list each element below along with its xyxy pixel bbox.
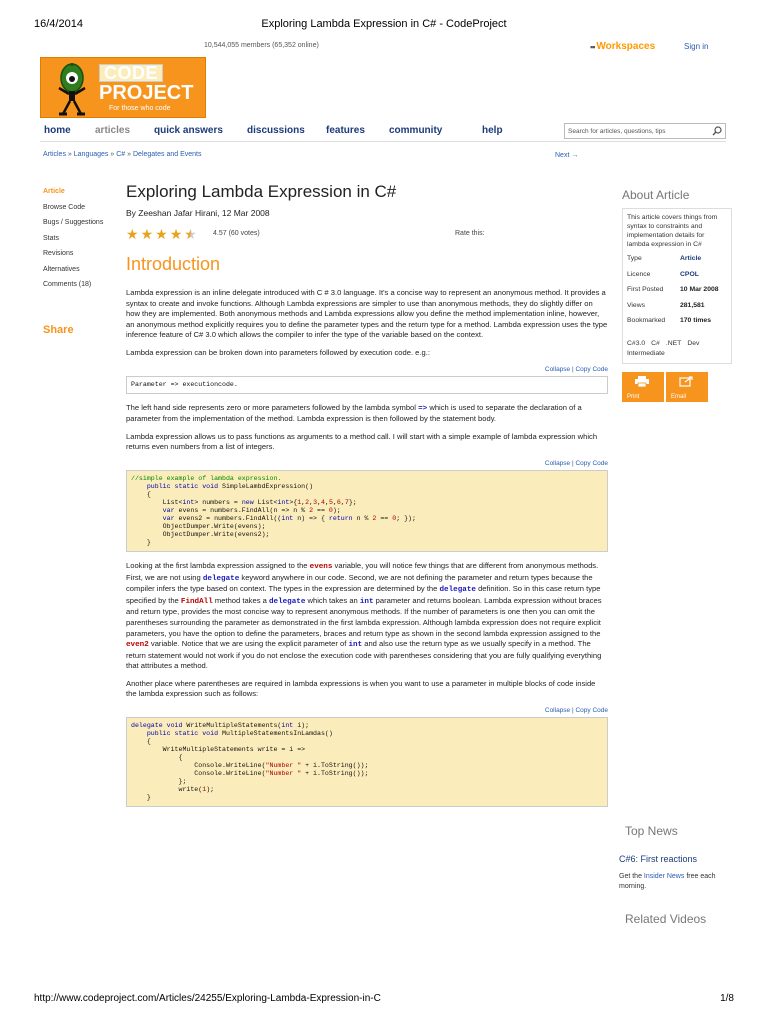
paragraph [126, 561, 608, 672]
breadcrumb [43, 151, 202, 158]
meta-row [627, 286, 727, 302]
leftnav-alternatives[interactable]: Alternatives [43, 265, 80, 273]
paragraph: Lambda expression is an inline delegate introduced with C # 3.0 language. It's a concise way to represent an anonymous method. It provides a syntax to create and invoke functions. Although Lambda expressions are simpler to use than anonymous methods, they do slightly differ on how they are implemented. Both anonymous methods and Lambda expressions allow you define the method implementation inline, however, an anonymous method explicitly requires you to define the parameter types and the return type for a method. Lambda expression uses the type inference feature of C# 3.0 which allows the compiler to infer the type of the variable based on the context. [126, 288, 608, 340]
breadcrumb-articles[interactable]: Articles [43, 151, 66, 158]
meta-value: 10 Mar 2008 [680, 286, 719, 293]
email-label: Email [671, 393, 687, 400]
logo-project-text: PROJECT [99, 82, 194, 104]
text: The left hand side represents zero or more parameters followed by the lambda symbol [126, 402, 419, 412]
article-author: By Zeeshan Jafar Hirani, 12 Mar 2008 [126, 208, 270, 218]
article-description: This article covers things from syntax to constraints and implementation details for lambda expression in C# [627, 214, 718, 248]
code-token: delegate [202, 574, 240, 583]
breadcrumb-delegates[interactable]: Delegates and Events [133, 151, 202, 158]
meta-key: Licence [627, 270, 651, 278]
rating-stars [126, 227, 197, 241]
search-input[interactable] [564, 123, 726, 139]
meta-row [627, 302, 727, 318]
collapse-copy-link[interactable]: Collapse | Copy Code [544, 459, 608, 467]
article-actions [622, 372, 732, 402]
code-block: //simple example of lambda expression. public static void SimpleLambdExpression() { List<int> numbers = new List<int>{1,2,3,4,5,6,7}; var evens = numbers.FindAll(n => n % 2 == 0); var evens2 = numbers.FindAll((int n) => { return n % 2 == 0; }); ObjectDumper.Write(evens); ObjectDumper.Write(evens2); } [126, 470, 608, 552]
text: definition. So in this case return type specified by the [126, 584, 601, 605]
about-article-box [622, 208, 732, 364]
code-token: => [418, 404, 428, 413]
code-token: int [348, 641, 363, 650]
print-url: http://www.codeproject.com/Articles/24255/Exploring-Lambda-Expression-in-C [34, 993, 381, 1004]
text: keyword anywhere in our code. Second, we are not defining the parameter and return types because the compiler infers the type based on context. The types in the expression are determined by the [126, 572, 593, 594]
meta-key: Bookmarked [627, 317, 666, 324]
nav-help[interactable]: help [482, 125, 503, 136]
logo-code-text: CODE [99, 64, 163, 82]
search-placeholder: Search for articles, questions, tips [568, 128, 666, 135]
paragraph: Lambda expression allows us to pass functions as arguments to a method call. I will start with a simple example of lambda expression which returns even numbers from a list of integers. [126, 431, 598, 452]
collapse-copy-link[interactable]: Collapse | Copy Code [544, 707, 608, 715]
breadcrumb-languages[interactable]: Languages [73, 151, 109, 158]
text: free each morning. [619, 873, 716, 890]
nav-quick-answers[interactable]: quick answers [154, 125, 223, 136]
print-title: Exploring Lambda Expression in C# - CodeProject [261, 18, 507, 30]
breadcrumb-separator: » [127, 151, 132, 158]
half-star-icon: ★ [184, 226, 197, 242]
paragraph: Lambda expression can be broken down into parameters followed by execution code. e.g.: [126, 347, 430, 357]
news-item-title[interactable]: C#6: First reactions [619, 854, 698, 864]
text: parameter and returns boolean. Lambda expression without braces and return type, provides the most concise way to represent anonymous methods. If the number of parameters is one then you can omit the parentheses surrounding the parameter as demonstrated in the first lambda expression. Although lambda expression does not require explicit parameters, you have the option to define the parameters, braces and return type as shown in the second lambda expression assigned to the [126, 595, 602, 638]
meta-row [627, 317, 727, 333]
sign-in-link[interactable]: Sign in [684, 42, 709, 51]
about-article-sidebar [619, 188, 732, 926]
text: which takes an [305, 595, 360, 605]
nav-community[interactable]: community [389, 125, 443, 136]
meta-key: First Posted [627, 286, 664, 293]
paragraph [126, 403, 608, 425]
code-block: Parameter => executioncode. [126, 376, 608, 394]
leftnav-browse-code[interactable]: Browse Code [43, 203, 86, 211]
print-header [34, 18, 734, 32]
code-token: delegate [268, 597, 306, 606]
email-share-icon [679, 376, 693, 387]
leftnav-revisions[interactable]: Revisions [43, 250, 74, 257]
collapse-copy-link[interactable]: Collapse | Copy Code [544, 365, 608, 373]
tag[interactable]: C# [651, 339, 660, 347]
meta-key: Views [627, 301, 646, 309]
text: Looking at the first lambda expression assigned to the [126, 560, 310, 570]
breadcrumb-separator: » [110, 151, 115, 158]
code-block: delegate void WriteMultipleStatements(int i); public static void MultipleStatementsInLamdas() { WriteMultipleStatements write = i => { Console.WriteLine("Number " + i.ToString()); Console.WriteLine("Number " + i.ToString()); }; write(1); } [126, 717, 608, 807]
meta-value: 281,581 [680, 301, 705, 309]
code-token: even2 [126, 641, 149, 650]
print-date: 16/4/2014 [34, 18, 83, 30]
paragraph: Another place where parentheses are required in lambda expressions is when you want to use a parameter in multiple blocks of code inside the lambda expression such as follows: [126, 678, 596, 699]
rating-row [126, 224, 608, 250]
article-title: Exploring Lambda Expression in C# [126, 182, 397, 201]
printer-icon [635, 376, 649, 387]
logo-tagline: For those who code [109, 105, 171, 112]
next-article-link[interactable]: Next → [555, 152, 579, 159]
bob-mascot-icon [49, 62, 95, 116]
workspaces-link[interactable] [590, 41, 655, 52]
text: variable, you will notice few things that are different from anonymous methods. First, we are not using [126, 560, 599, 582]
top-news-heading: Top News [625, 824, 678, 838]
email-button[interactable] [666, 372, 708, 402]
tag[interactable]: C#3.0 [627, 339, 646, 347]
text: method takes a [212, 595, 269, 605]
code-token: evens [309, 562, 333, 571]
nav-articles[interactable]: articles [95, 125, 131, 136]
breadcrumb-separator: » [67, 151, 72, 158]
insider-news-link[interactable]: Insider News [643, 873, 685, 880]
related-videos-heading: Related Videos [625, 912, 707, 926]
star-icon: ★ [155, 226, 168, 242]
print-button[interactable] [622, 372, 664, 402]
article-body [126, 182, 608, 816]
leftnav-bugs[interactable]: Bugs / Suggestions [43, 219, 104, 226]
breadcrumb-csharp[interactable]: C# [116, 151, 126, 158]
tag[interactable]: Dev [687, 339, 700, 347]
leftnav-comments[interactable]: Comments (18) [43, 281, 92, 288]
text: variable. Notice that we are using the explicit parameter of [148, 639, 349, 649]
search-icon[interactable] [712, 126, 722, 136]
star-icon: ★ [169, 226, 183, 242]
tag[interactable]: Intermediate [627, 349, 665, 357]
workspaces-icon: ▪▪ [590, 41, 595, 52]
star-icon: ★ [140, 226, 154, 242]
introduction-heading: Introduction [126, 254, 221, 274]
leftnav-article[interactable]: Article [43, 188, 65, 195]
share-heading[interactable]: Share [43, 324, 74, 336]
news-description [619, 872, 729, 892]
codeproject-logo[interactable] [40, 57, 206, 118]
text: Get the [619, 873, 644, 880]
text: which is used to separate the declaration of a parameter from the implementation of the method. Lambda expression is then followed by the statement body. [126, 402, 582, 424]
meta-value[interactable]: Article [680, 255, 702, 262]
article-tags [627, 339, 727, 359]
nav-features[interactable]: features [326, 125, 365, 136]
nav-home[interactable]: home [44, 125, 71, 136]
workspaces-label: Workspaces [596, 41, 656, 52]
print-page-number: 1/8 [720, 993, 734, 1004]
star-icon: ★ [126, 226, 139, 242]
meta-value: 170 times [680, 317, 711, 324]
vote-count: 4.57 (60 votes) [213, 230, 260, 237]
code-token: FindAll [180, 597, 213, 606]
code-token: int [359, 597, 374, 606]
about-article-heading: About Article [622, 188, 690, 202]
leftnav-stats[interactable]: Stats [43, 234, 59, 242]
meta-key: Type [627, 255, 642, 262]
main-nav [40, 122, 726, 142]
meta-row [627, 255, 727, 271]
tag[interactable]: .NET [665, 339, 682, 347]
text: and also use the return type as we usually specify in a method. The return statement would not work if you do not enclose the execution code with parentheses considering that you are fully qualifying everything that attributes a method. [126, 639, 602, 671]
print-label: Print [627, 393, 640, 400]
code-token: delegate [439, 586, 476, 595]
rate-this-label: Rate this: [455, 230, 485, 237]
nav-discussions[interactable]: discussions [247, 125, 305, 136]
meta-row [627, 271, 727, 287]
meta-value[interactable]: CPOL [680, 270, 699, 278]
article-left-nav [43, 188, 118, 336]
member-count: 10,544,055 members (65,352 online) [204, 42, 319, 49]
